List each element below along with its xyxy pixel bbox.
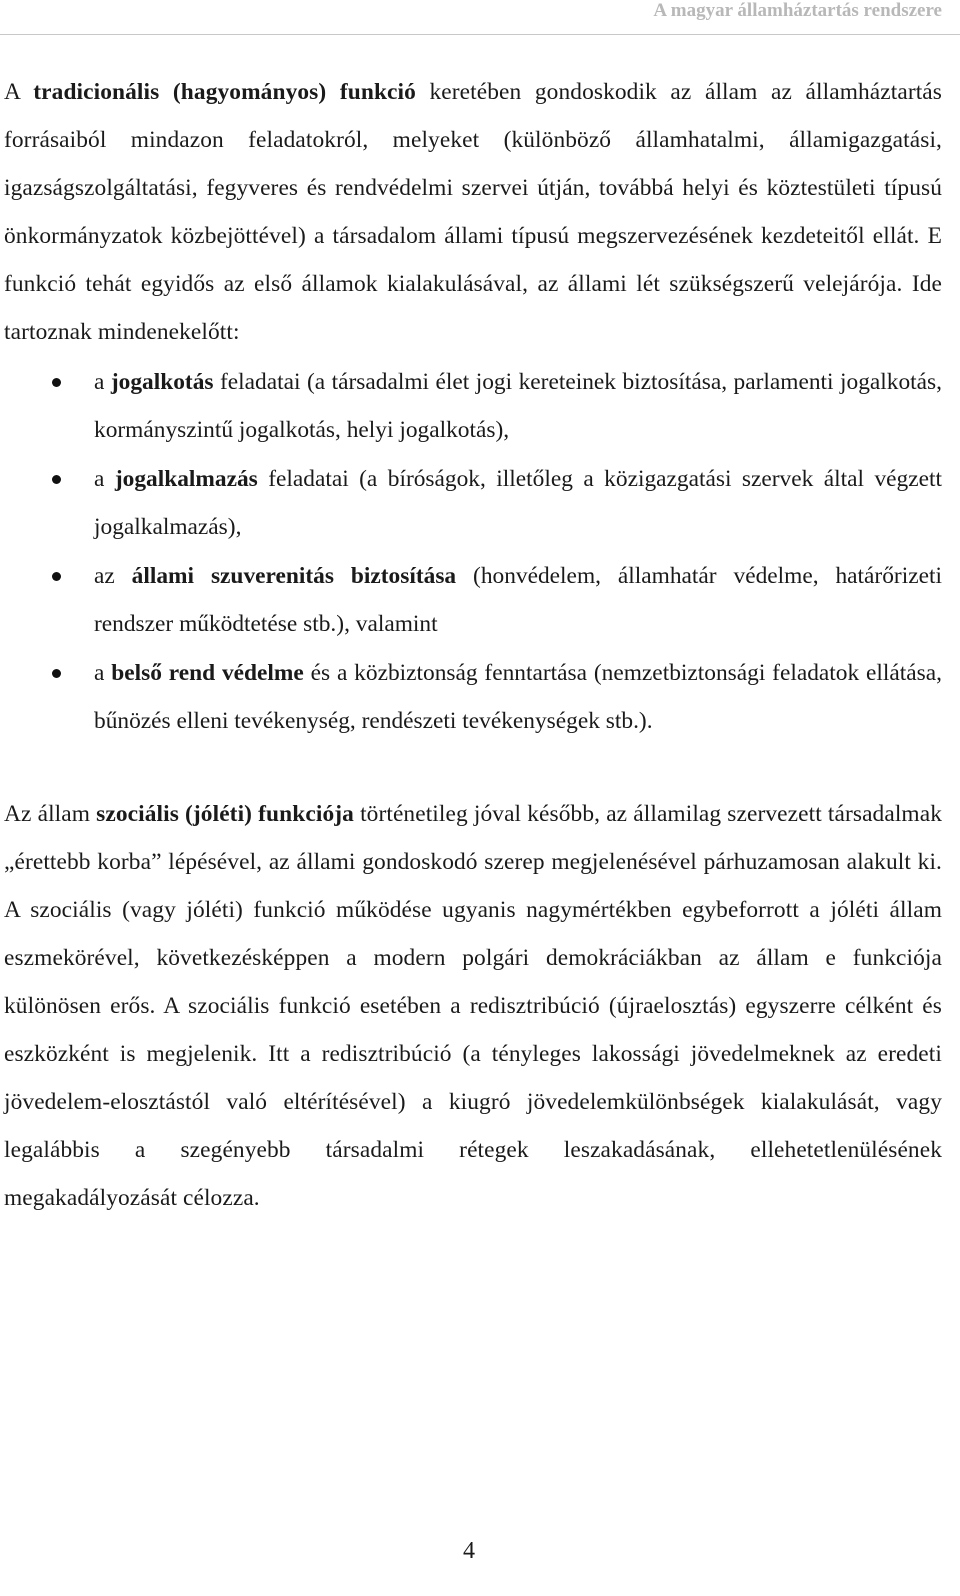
list-item: a jogalkalmazás feladatai (a bíróságok, illetőleg a közigazgatási szervek által végzett jogalkalmazás), xyxy=(4,455,942,551)
page-body xyxy=(4,68,942,1222)
list-item: az állami szuverenitás biztosítása (honvédelem, államhatár védelme, határőrizeti rendszer működtetése stb.), valamint xyxy=(4,552,942,648)
bullet-icon xyxy=(52,669,61,678)
paragraph-spacer xyxy=(4,746,942,790)
paragraph-traditional-function: A tradicionális (hagyományos) funkció keretében gondoskodik az állam az államháztartás forrásaiból mindazon feladatokról, melyeket (különböző államhatalmi, államigazgatási, igazságszolgáltatási, fegyveres és rendvédelmi szervei útján, továbbá helyi és köztestületi típusú önkormányzatok közbejöttével) a társadalom állami típusú megszervezésének kezdeteitől ellát. E funkció tehát egyidős az első államok kialakulásával, az állami lét szükségszerű velejárója. Ide tartoznak mindenekelőtt: xyxy=(4,79,942,345)
paragraph-social-function: Az állam szociális (jóléti) funkciója történetileg jóval később, az államilag szervezett társadalmak „érettebb korba” lépésével, az állami gondoskodó szerep megjelenésével párhuzamosan alakult ki. A szociális (vagy jóléti) funkció működése ugyanis nagymértékben egybeforrott a jóléti állam eszmekörével, következésképpen a modern polgári demokráciákban az állam e funkciója különösen erős. A szociális funkció esetében a redisztribúció (újraelosztás) egyszerre célként és eszközként is megjelenik. Itt a redisztribúció (a tényleges lakossági jövedelmeknek az eredeti jövedelem-elosztástól való eltérítésével) a kiugró jövedelemkülönbségek kialakulását, vagy legalábbis a szegényebb társadalmi rétegek leszakadásának, ellehetetlenülésének megakadályozását célozza. xyxy=(4,801,943,1211)
bullet-list xyxy=(4,358,942,745)
bullet-icon xyxy=(52,572,61,581)
list-item: a belső rend védelme és a közbiztonság fenntartása (nemzetbiztonsági feladatok ellátása, bűnözés elleni tevékenység, rendészeti tevékenységek stb.). xyxy=(4,649,942,745)
bullet-icon xyxy=(52,475,61,484)
page-number: 4 xyxy=(463,1538,475,1564)
term-traditional-function: tradicionális (hagyományos) funkció xyxy=(33,79,416,105)
running-header: A magyar államháztartás rendszere xyxy=(653,0,942,21)
list-item: a jogalkotás feladatai (a társadalmi élet jogi kereteinek biztosítása, parlamenti jogalkotás, kormányszintű jogalkotás, helyi jogalkotás), xyxy=(4,358,942,454)
bullet-icon xyxy=(52,378,61,387)
term-social-function: szociális (jóléti) funkciója xyxy=(96,801,354,827)
header-divider xyxy=(0,34,960,35)
